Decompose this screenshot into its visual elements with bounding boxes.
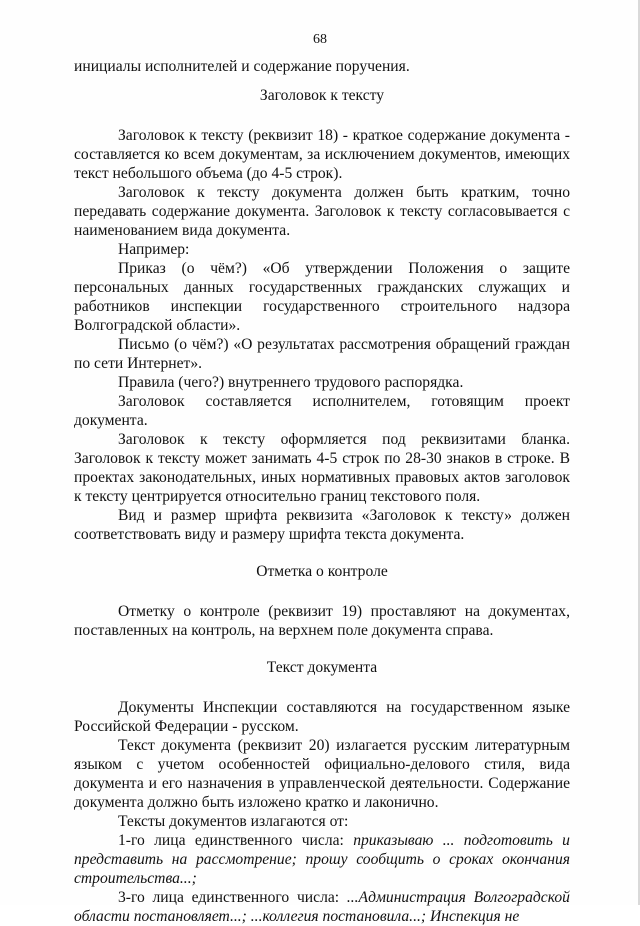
paragraph: Документы Инспекции составляются на государственном языке Российской Федерации - русском.: [74, 699, 570, 735]
paragraph: Тексты документов излагаются от:: [118, 813, 349, 830]
paragraph-example-third-person: [74, 888, 570, 926]
paragraph-continuation: инициалы исполнителей и содержание поручения.: [74, 58, 410, 75]
paragraph: Заголовок к тексту документа должен быть кратким, точно передавать содержание документа. Заголовок к тексту согласовывается с наименованием вида документа.: [74, 184, 570, 239]
paragraph-italic-example: ...Администрация Волгоградской области постановляет...; ...коллегия постановила...; Инспекция не: [74, 889, 570, 925]
document-body: [74, 57, 570, 926]
paragraph: Текст документа (реквизит 20) излагается русским литературным языком с учетом особенностей официально-делового стиля, вида документа и его назначения в управленческой деятельности. Содержание документа должно быть изложено кратко и лаконично.: [74, 737, 570, 811]
paragraph-plain-text: 1-го лица единственного числа:: [118, 832, 354, 849]
paragraph: Вид и размер шрифта реквизита «Заголовок к тексту» должен соответствовать виду и размеру шрифта текста документа.: [74, 507, 570, 543]
paragraph-italic-example: приказываю ... подготовить и представить на рассмотрение; прошу сообщить о сроках окончания строительства...;: [74, 832, 570, 887]
paragraph: Заголовок составляется исполнителем, готовящим проект документа.: [74, 393, 570, 429]
paragraph: Приказ (о чём?) «Об утверждении Положения о защите персональных данных государственных гражданских служащих и работников инспекции государственного строительного надзора Волгоградской области».: [74, 260, 570, 334]
section-heading-otmetka: Отметка о контроле: [256, 563, 388, 580]
paragraph: Отметку о контроле (реквизит 19) проставляют на документах, поставленных на контроль, на верхнем поле документа справа.: [74, 603, 570, 639]
paragraph-example-first-person: [74, 831, 570, 888]
paragraph: Например:: [118, 241, 190, 258]
paragraph: Заголовок к тексту (реквизит 18) - краткое содержание документа - составляется ко всем документам, за исключением документов, имеющих текст небольшого объема (до 4-5 строк).: [74, 127, 570, 182]
section-heading-tekst: Текст документа: [266, 659, 378, 676]
section-heading-zagolovok: Заголовок к тексту: [259, 87, 385, 104]
paragraph: Правила (чего?) внутреннего трудового распорядка.: [118, 374, 464, 391]
page-number: 68: [313, 32, 327, 47]
paragraph: Заголовок к тексту оформляется под реквизитами бланка. Заголовок к тексту может занимать 4-5 строк по 28-30 знаков в строке. В проектах законодательных, иных нормативных правовых актов заголовок к тексту центрируется относительно границ текстового поля.: [74, 431, 570, 505]
paragraph: Письмо (о чём?) «О результатах рассмотрения обращений граждан по сети Интернет».: [74, 336, 570, 372]
paragraph-plain-text: 3-го лица единственного числа:: [118, 889, 347, 906]
